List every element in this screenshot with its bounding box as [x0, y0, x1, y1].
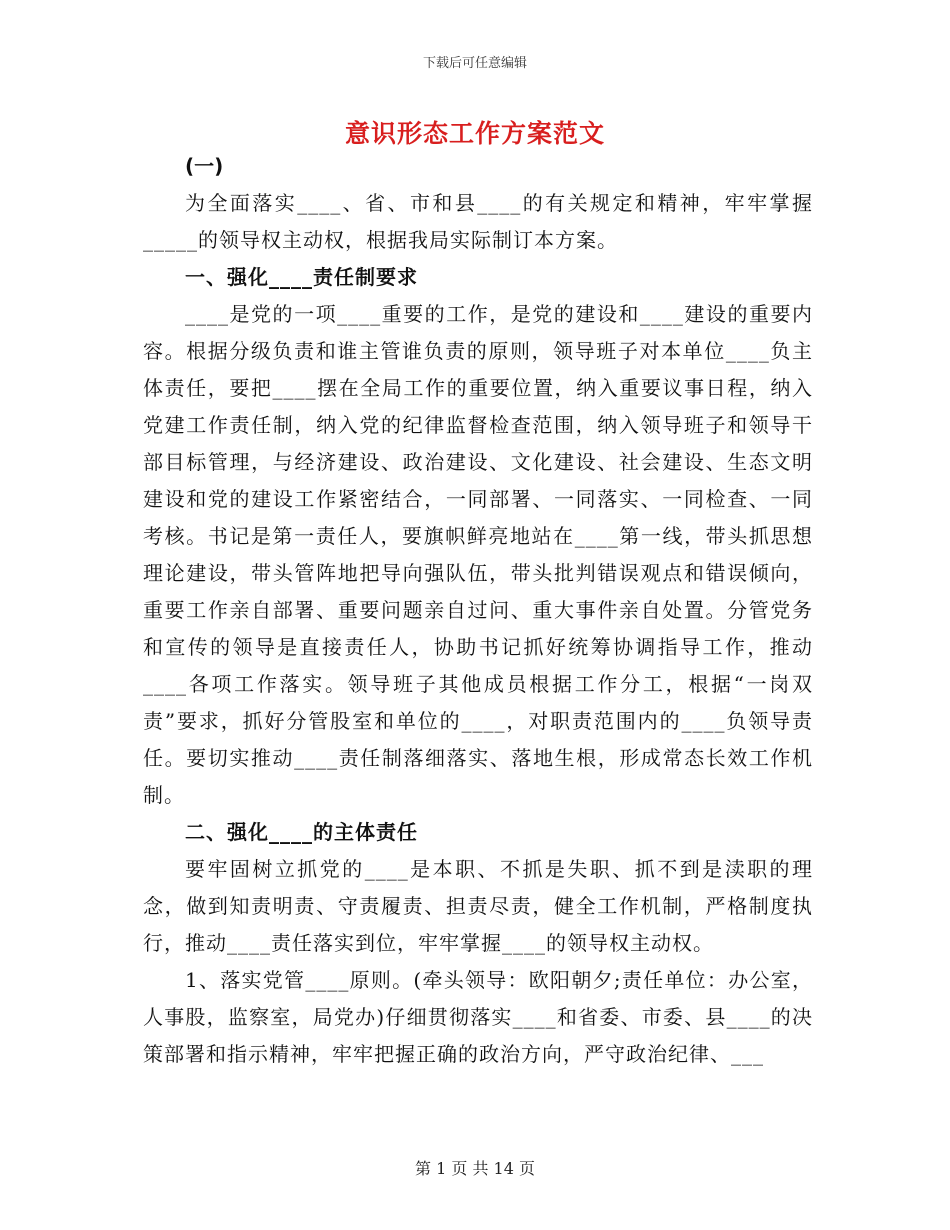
page-footer: 第 1 页 共 14 页 [415, 1159, 535, 1178]
paragraph-item-1: 1、落实党管____原则。(牵头领导：欧阳朝夕;责任单位：办公室，人事股，监察室，局党办)仔细贯彻落实____和省委、市委、县____的决策部署和指示精神，牢牢把握正确的政治方向，严守政治纪律、___ [143, 968, 813, 1066]
paragraph-main-responsibility: 要牢固树立抓党的____是本职、不抓是失职、抓不到是渎职的理念，做到知责明责、守责履责、担责尽责，健全工作机制，严格制度执行，推动____责任落实到位，牢牢掌握____的领导权主动权。 [143, 857, 813, 955]
header-note: 下载后可任意编辑 [422, 56, 527, 71]
paragraph-intro: 为全面落实____、省、市和县____的有关规定和精神，牢牢掌握_____的领导权主动权，根据我局实际制订本方案。 [143, 191, 813, 252]
document-title: 意识形态工作方案范文 [344, 119, 605, 148]
paragraph-responsibility: ____是党的一项____重要的工作，是党的建设和____建设的重要内容。根据分级负责和谁主管谁负责的原则，领导班子对本单位____负主体责任，要把____摆在全局工作的重要位置，纳入重要议事日程，纳入党建工作责任制，纳入党的纪律监督检查范围，纳入领导班子和领导干部目标管理，与经济建设、政治建设、文化建设、社会建设、生态文明建设和党的建设工作紧密结合，一同部署、一同落实、一同检查、一同考核。书记是第一责任人，要旗帜鲜亮地站在____第一线，带头抓思想理论建设，带头管阵地把导向强队伍，带头批判错误观点和错误倾向，重要工作亲自部署、重要问题亲自过问、重大事件亲自处置。分管党务和宣传的领导是直接责任人，协助书记抓好统筹协调指导工作，推动____各项工作落实。领导班子其他成员根据工作分工，根据“一岗双责”要求，抓好分管股室和单位的____，对职责范围内的____负领导责任。要切实推动____责任制落细落实、落地生根，形成常态长效工作机制。 [143, 302, 813, 807]
heading-1: 一、强化____责任制要求 [185, 265, 418, 289]
section-label: (一) [185, 154, 224, 178]
document-body [143, 148, 813, 1073]
heading-2: 二、强化____的主体责任 [185, 820, 418, 844]
